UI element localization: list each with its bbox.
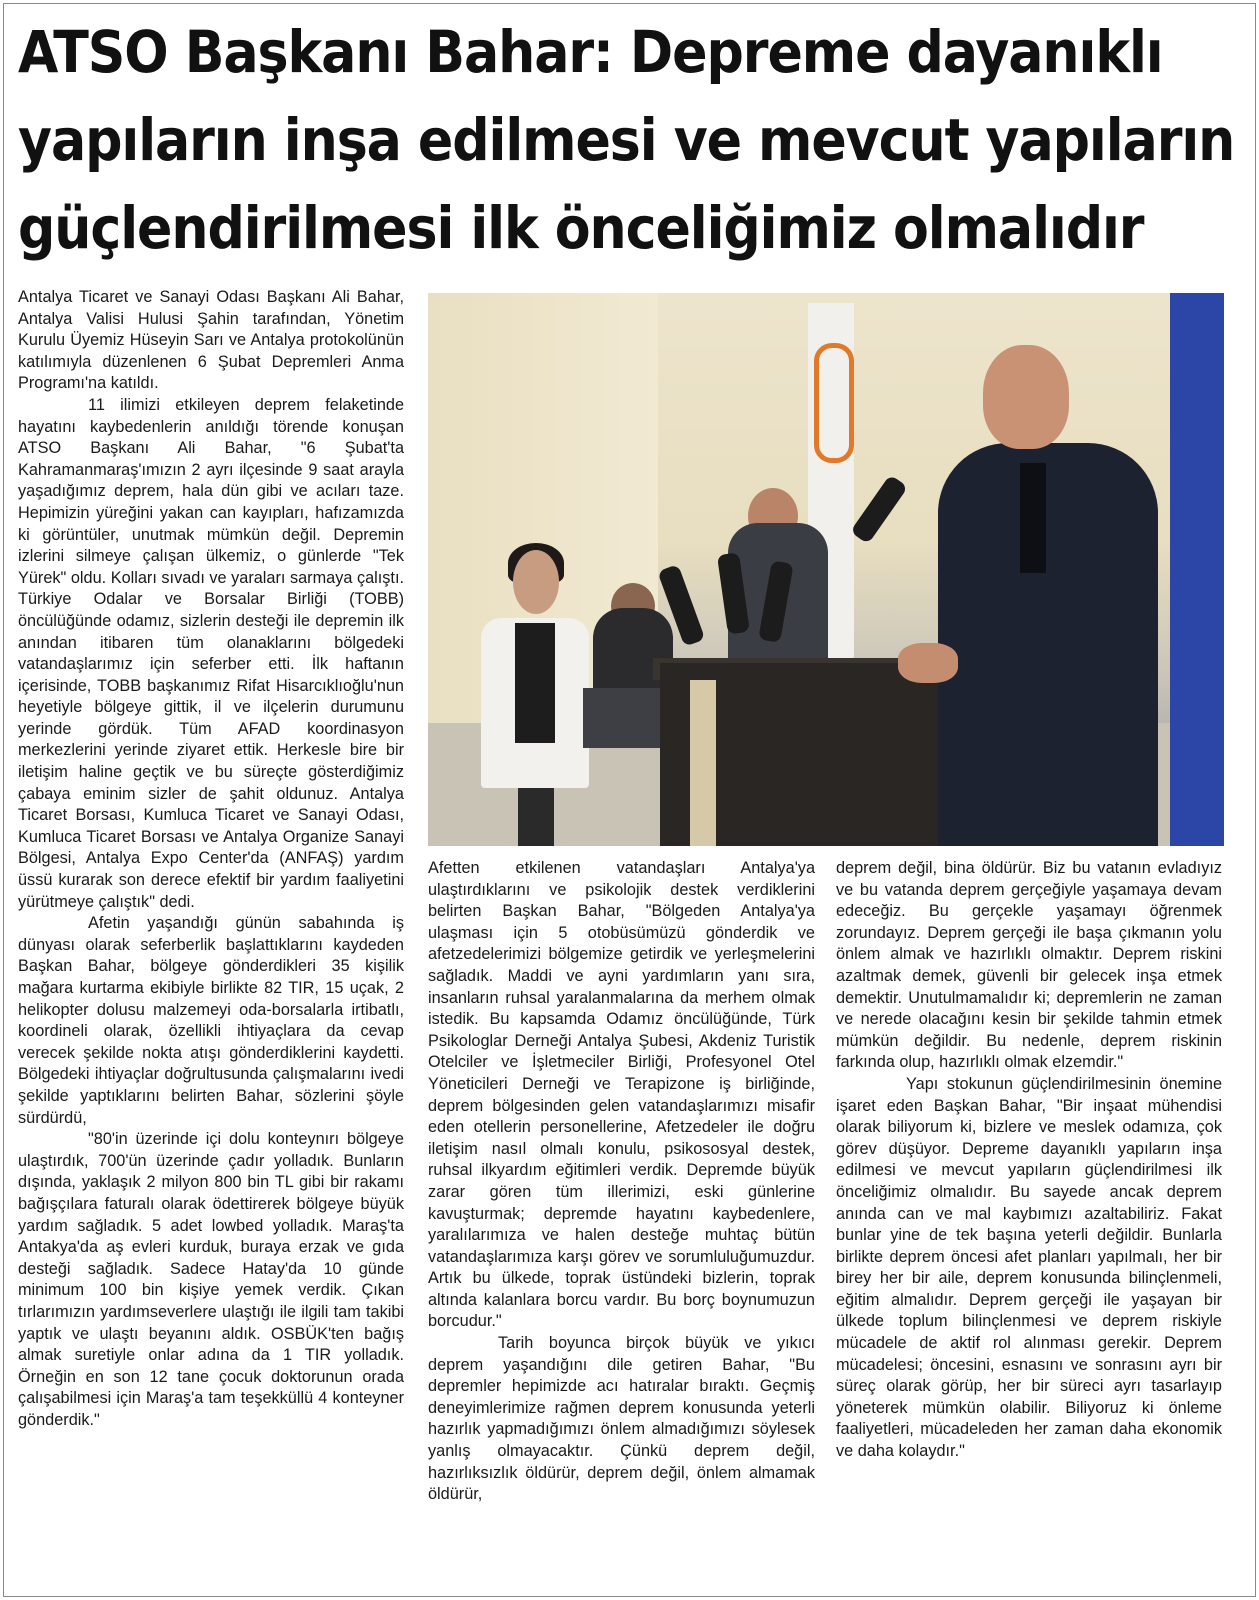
paragraph: 11 ilimizi etkileyen deprem felaketinde hayatını kaybedenlerin anıldığı törende konuşan ATSO Başkanı Ali Bahar, "6 Şubat'ta Kahramanmaraş'ımızın 2 ayrı ilçesinde 9 saat arayla yaşadığımız deprem, hala dün gibi ve acıları taze. Hepimizin yüreğini yakan can kayıpları, hafızamızda ki görüntüler, unutmak mümkün değil. Depremin izlerini silmeye çalışan ülkemiz, o günlerde "Tek Yürek" oldu. Kolları sıvadı ve yaraları sarmaya çalıştı. Türkiye Odalar ve Borsalar Birliği (TOBB) öncülüğünde odamız, sizlerin desteği ile depremin ilk anından itibaren tüm olanaklarını bölgedeki vatandaşlarımız için seferber etti. İlk haftanın içerisinde, TOBB başkanımız Rifat Hisarcıklıoğlu'nun heyetiyle bölgeye gittik, il ve ilçelerin durumunu yerinde gördük. Tüm AFAD koordinasyon merkezlerini yerinde ziyaret ettik. Herkesle bire bir iletişim haline geçtik ve bu süreçte gösterdiğimiz çabaya eminim sizler de şahit oldunuz. Antalya Ticaret Borsası, Kumluca Ticaret ve Sanayi Odası, Kumluca Ticaret Borsası ve Antalya Organize Sanayi Bölgesi, Antalya Expo Center'da (ANFAŞ) yardım üssü kurarak son derece efektif bir yardım faaliyetini yürütmeye çalıştık" dedi. xyxy=(18,395,404,911)
paragraph: "80'in üzerinde içi dolu konteynırı bölgeye ulaştırdık, 700'ün üzerinde çadır yolladık. Bunların dışında, yaklaşık 2 milyon 800 bin TL gibi bir rakamı bağışçılara faturalı olarak ödettirerek bölgeye büyük yardım sağladık. 5 adet lowbed yolladık. Maraş'ta Antakya'da aş evleri kurduk, buraya erzak ve gıda desteği sağladık. Sadece Hatay'da 10 günde minimum 100 bin kişiye yemek verdik. Çıkan tırlarımızın yardımseverlere ulaştığı ile ilgili tam takibi yaptık ve ulaştı beyanını aldık. OSBÜK'ten bağış almak suretiyle onlar adına da 1 TIR yolladık. Örneğin en son 12 tane çocuk doktorunun orada çalışabilmesi için Maraş'a tam teşekküllü 4 konteyner gönderdik." xyxy=(18,1130,404,1429)
photo-speaker-hand xyxy=(898,643,958,683)
headline-line-3: güçlendirilmesi ilk önceliğimiz olmalıdır xyxy=(18,194,1144,262)
photo-attendee-head xyxy=(513,550,559,614)
paragraph: deprem değil, bina öldürür. Biz bu vatanın evladıyız ve bu vatanda deprem gerçeğiyle yaşamaya devam edeceğiz. Bu gerçekle yaşamayı öğrenmek zorundayız. Deprem gerçeği ile başa çıkmanın yolu önlem almak ve hazırlıklı olmaktır. Deprem riskini azaltmak demek, güvenli bir gelecek inşa etmek demektir. Unutulmamalıdır ki; depremlerin ne zaman ve nerede olacağını kesin bir şekilde tahmin etmek mümkün değildir. Bu nedenle, deprem riskinin farkında olup, hazırlıklı olmak elzemdir." xyxy=(836,859,1222,1072)
photo-microphone xyxy=(850,474,908,544)
headline-line-1: ATSO Başkanı Bahar: Depreme dayanıklı xyxy=(18,18,1163,86)
paragraph: Antalya Ticaret ve Sanayi Odası Başkanı Ali Bahar, Antalya Valisi Hulusi Şahin tarafından, Yönetim Kurulu Üyemiz Hüseyin Sarı ve Antalya protokolünün katılımıyla düzenlenen 6 Şubat Depremleri Anma Programı'na katıldı. xyxy=(18,288,404,393)
photo-speaker-head xyxy=(983,345,1069,449)
paragraph: Afetten etkilenen vatandaşları Antalya'ya ulaştırdıklarını ve psikolojik destek verdiklerini belirten Başkan Bahar, "Bölgeden Antalya'ya ulaşması için 5 otobüsümüzü gönderdik ve afetzedelerimizi bölgemize getirdik ve yerleşmelerini sağladık. Maddi ve ayni yardımların yanı sıra, insanların ruhsal yaralanmalarına da merhem olmak istedik. Bu kapsamda Odamız öncülüğünde, Türk Psikologlar Derneği Antalya Şubesi, Akdeniz Turistik Otelciler ve İşletmeciler Birliği, Profesyonel Otel Yöneticileri Derneği ve Terapizone iş birliğinde, deprem bölgesinden gelen vatandaşlarımızı misafir eden otellerin personellerine, Afetzedeler ile doğru iletişim nasıl olmalı konulu, psikososyal destek, ruhsal ilkyardım eğitimleri verdik. Depremde büyük zarar gören tüm illerimizi, eski günlerine kavuşturmak; depremde hayatını kaybedenlere, yaralılarımıza ve halen desteğe muhtaç bütün vatandaşlarımıza karşı görev ve sorumluluğumuzdur. Artık bu ülkede, toprak üstündeki bizlerin, toprak altında kalanlara borcu vardır. Bu borç boynumuzun borcudur." xyxy=(428,859,815,1331)
photo-speaker-shirt xyxy=(1020,463,1046,573)
photo-pillar xyxy=(690,680,716,846)
headline-line-2: yapıların inşa edilmesi ve mevcut yapıların xyxy=(18,106,1235,174)
headline xyxy=(18,8,1235,272)
paragraph: Yapı stokunun güçlendirilmesinin önemine işaret eden Başkan Bahar, "Bir inşaat mühendisi olarak biliyorum ki, bizlere ve meslek odamıza, çok görev düşüyor. Depreme dayanıklı yapıların inşa edilmesi ve mevcut yapıların güçlendirilmesi ilk önceliğimiz olmalıdır. Bu sayede ancak deprem anında can ve mal kaybımızı azaltabiliriz. Fakat bunlar yine de tek başına yeterli değildir. Bunlarla birlikte deprem öncesi afet planları yapılmalı, her bir birey her bir aile, deprem konusunda bilinçlenmeli, eğitim almalıdır. Deprem gerçeği ile yaşayan bir ülkede toplum bilinçlenmesi ve deprem riskiyle mücadele de aktif rol alınması gerekir. Deprem mücadelesi; öncesini, esnasını ve sonrasını ayrı bir süreç olarak görüp, her bir süreci ayrı tasarlayıp yöneterek mümkün olabilir. Biliyoruz ki önleme faaliyetleri, mücadeleden her zaman daha ekonomik ve daha kolaydır." xyxy=(836,1074,1222,1461)
article-column-1 xyxy=(18,287,404,1431)
article-column-2 xyxy=(428,858,815,1506)
photo-attendee-top xyxy=(515,623,555,743)
photo-speaker-suit xyxy=(938,443,1158,846)
paragraph: Afetin yaşandığı günün sabahında iş dünyası olarak seferberlik başlattıklarını kaydeden Başkan Bahar, bölgeye gönderdikleri 35 kişilik mağara kurtarma ekibiyle birlikte 82 TIR, 15 uçak, 2 helikopter dolusu malzemeyi oda-borsalarla irtibatlı, koordineli olarak, özellikli ihtiyaçlara da cevap verecek şekilde nokta atışı gönderdiklerini kaydetti. Bölgedeki ihtiyaçlar doğrultusunda çalışmalarını ivedi şekilde yaptıklarını belirten Bahar, sözlerini şöyle sürdürdü, xyxy=(18,914,404,1127)
article-column-3 xyxy=(836,858,1222,1463)
photo-attendee-legs xyxy=(518,788,554,846)
paragraph: Tarih boyunca birçok büyük ve yıkıcı deprem yaşandığını dile getiren Bahar, "Bu depremler hepimizde acı hatıralar bıraktı. Geçmiş deneyimlerimize rağmen deprem konusunda yeterli hazırlık yapmadığımızı önlem almadığımızı söylesek yanlış olmayacaktır. Çünkü deprem değil, hazırlıksızlık öldürür, deprem değil, önlem almamak öldürür, xyxy=(428,1334,815,1504)
photo-blue-panel xyxy=(1170,293,1224,846)
article-photo xyxy=(428,293,1224,846)
